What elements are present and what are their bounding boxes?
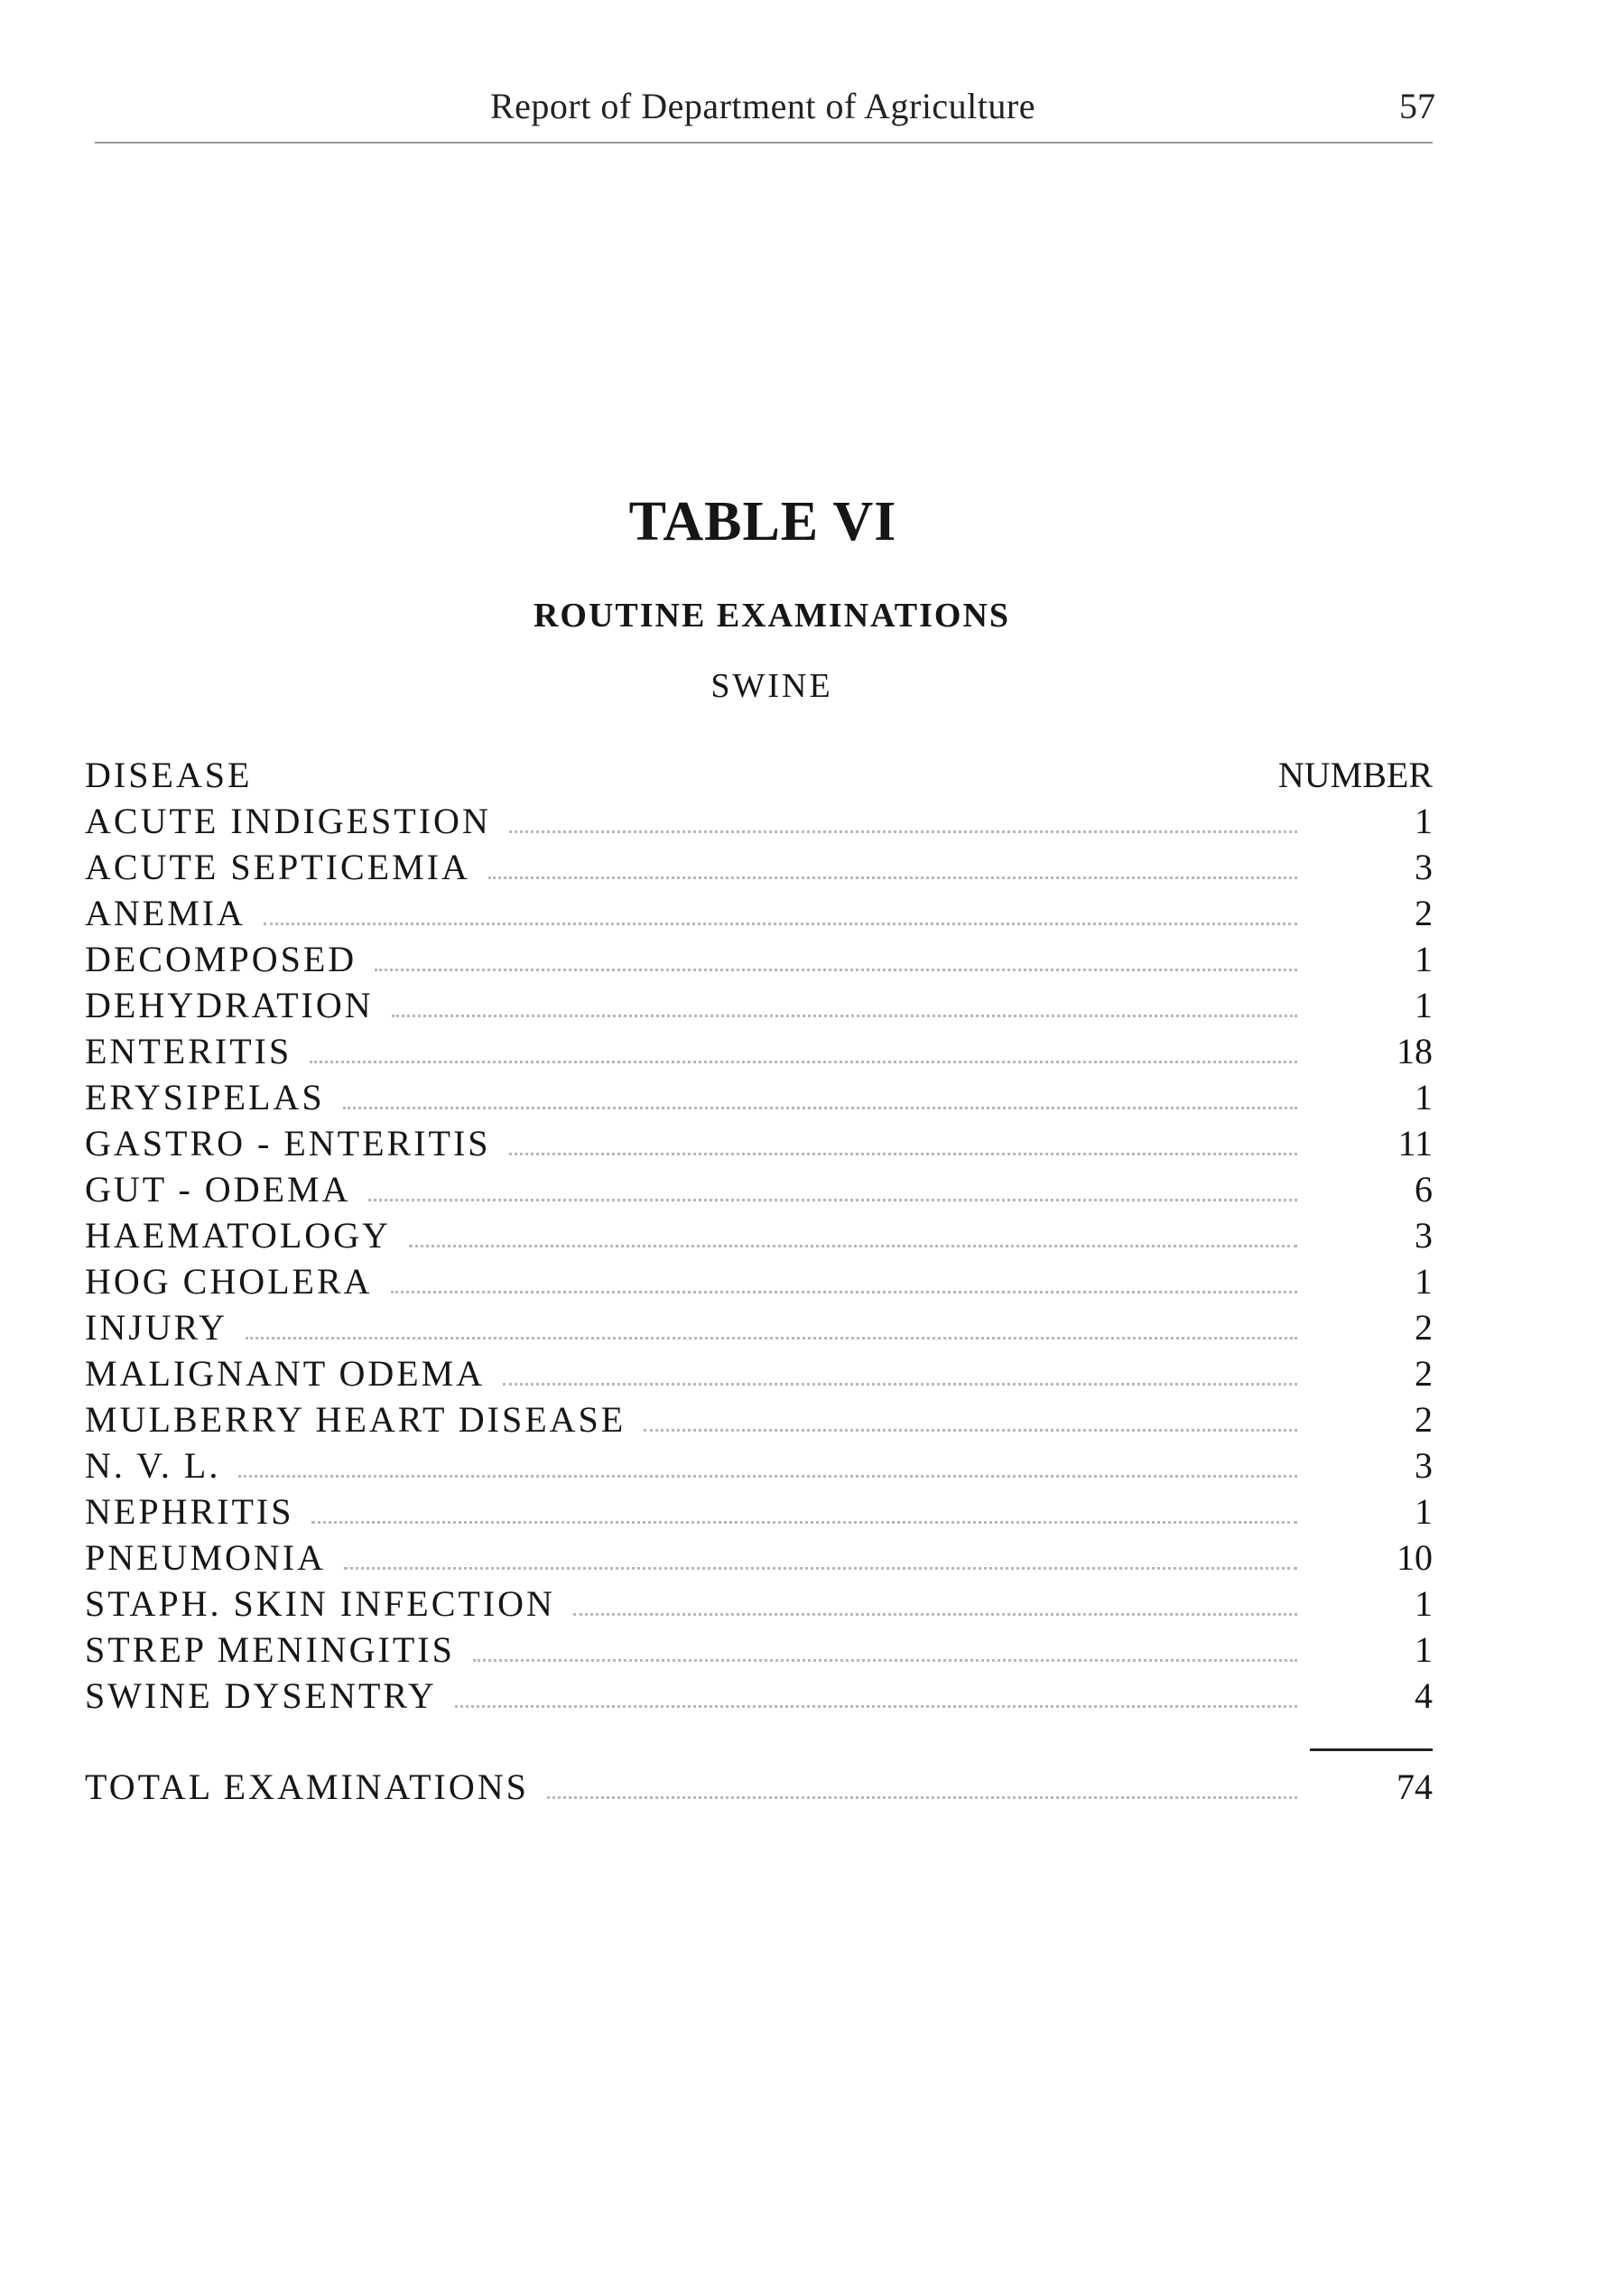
- sum-rule: [85, 1719, 1433, 1764]
- table-subtitle: ROUTINE EXAMINATIONS: [533, 597, 1011, 635]
- disease-count: 10: [1397, 1537, 1433, 1578]
- disease-label: SWINE DYSENTRY: [85, 1675, 437, 1716]
- header-rule: [95, 142, 1433, 144]
- disease-label: MULBERRY HEART DISEASE: [85, 1399, 626, 1440]
- running-title: Report of Department of Agriculture: [490, 86, 1035, 126]
- dot-leader: [455, 1705, 1297, 1708]
- dot-leader: [488, 876, 1297, 879]
- disease-count: 11: [1397, 1123, 1433, 1164]
- disease-count: 18: [1397, 1031, 1433, 1071]
- table-row: [85, 1581, 1433, 1627]
- dot-leader: [547, 1796, 1297, 1799]
- table-row: [85, 1673, 1433, 1719]
- table-row: [85, 1074, 1433, 1120]
- table-row: [85, 1212, 1433, 1258]
- disease-count: 1: [1415, 985, 1433, 1025]
- total-count: 74: [1397, 1766, 1433, 1807]
- table-row: [85, 1488, 1433, 1535]
- disease-count: 2: [1415, 893, 1433, 933]
- disease-label: ACUTE SEPTICEMIA: [85, 847, 470, 887]
- table-row: [85, 1304, 1433, 1350]
- disease-count: 3: [1415, 1445, 1433, 1486]
- disease-count: 3: [1415, 1215, 1433, 1256]
- running-head: [0, 79, 1624, 134]
- table-row: [85, 982, 1433, 1028]
- dot-leader: [246, 1337, 1297, 1340]
- dot-leader: [573, 1613, 1297, 1616]
- total-label: TOTAL EXAMINATIONS: [85, 1766, 529, 1807]
- disease-label: ANEMIA: [85, 893, 246, 933]
- table-header-row: [85, 752, 1433, 798]
- table-row: [85, 1442, 1433, 1488]
- disease-table: [85, 752, 1433, 1810]
- disease-count: 1: [1415, 1261, 1433, 1302]
- table-row: [85, 1166, 1433, 1212]
- dot-leader: [238, 1475, 1297, 1478]
- disease-count: 2: [1415, 1353, 1433, 1394]
- disease-count: 1: [1415, 1583, 1433, 1624]
- disease-label: NEPHRITIS: [85, 1491, 294, 1532]
- disease-count: 1: [1415, 1491, 1433, 1532]
- disease-count: 1: [1415, 801, 1433, 841]
- disease-count: 2: [1415, 1307, 1433, 1348]
- disease-label: STREP MENINGITIS: [85, 1629, 455, 1670]
- dot-leader: [503, 1383, 1297, 1386]
- dot-leader: [392, 1015, 1297, 1017]
- table-row: [85, 798, 1433, 844]
- disease-label: GUT - ODEMA: [85, 1169, 351, 1210]
- table-row: [85, 1535, 1433, 1581]
- column-header-disease: DISEASE: [85, 755, 253, 795]
- disease-count: 3: [1415, 847, 1433, 887]
- dot-leader: [509, 830, 1297, 833]
- disease-label: STAPH. SKIN INFECTION: [85, 1583, 555, 1624]
- table-row: [85, 1350, 1433, 1396]
- page-number: 57: [1399, 86, 1435, 126]
- dot-leader: [311, 1521, 1297, 1524]
- disease-count: 1: [1415, 1077, 1433, 1117]
- disease-label: HAEMATOLOGY: [85, 1215, 391, 1256]
- table-row: [85, 890, 1433, 936]
- table-row: [85, 1120, 1433, 1166]
- dot-leader: [644, 1429, 1297, 1432]
- disease-label: N. V. L.: [85, 1445, 221, 1486]
- table-row: [85, 1627, 1433, 1673]
- table-row: [85, 1396, 1433, 1442]
- disease-label: PNEUMONIA: [85, 1537, 326, 1578]
- table-title: TABLE VI: [628, 491, 897, 552]
- disease-count: 4: [1415, 1675, 1433, 1716]
- dot-leader: [344, 1567, 1297, 1570]
- dot-leader: [310, 1061, 1297, 1063]
- disease-label: ERYSIPELAS: [85, 1077, 325, 1117]
- table-row: [85, 936, 1433, 982]
- dot-leader: [375, 969, 1297, 971]
- dot-leader: [473, 1659, 1297, 1662]
- disease-label: DECOMPOSED: [85, 939, 357, 979]
- table-category: SWINE: [710, 667, 833, 705]
- disease-label: HOG CHOLERA: [85, 1261, 373, 1302]
- disease-count: 1: [1415, 939, 1433, 979]
- total-row: [85, 1764, 1433, 1810]
- dot-leader: [391, 1291, 1297, 1293]
- disease-count: 2: [1415, 1399, 1433, 1440]
- dot-leader: [368, 1199, 1297, 1201]
- table-row: [85, 844, 1433, 890]
- disease-label: ENTERITIS: [85, 1031, 292, 1071]
- column-header-number: NUMBER: [1277, 755, 1433, 795]
- table-row: [85, 1028, 1433, 1074]
- dot-leader: [264, 923, 1297, 925]
- dot-leader: [343, 1107, 1297, 1109]
- disease-count: 6: [1415, 1169, 1433, 1210]
- disease-label: MALIGNANT ODEMA: [85, 1353, 486, 1394]
- dot-leader: [509, 1153, 1297, 1155]
- disease-label: GASTRO - ENTERITIS: [85, 1123, 491, 1164]
- disease-label: INJURY: [85, 1307, 228, 1348]
- disease-label: DEHYDRATION: [85, 985, 374, 1025]
- disease-label: ACUTE INDIGESTION: [85, 801, 491, 841]
- table-row: [85, 1258, 1433, 1304]
- dot-leader: [409, 1245, 1297, 1247]
- disease-count: 1: [1415, 1629, 1433, 1670]
